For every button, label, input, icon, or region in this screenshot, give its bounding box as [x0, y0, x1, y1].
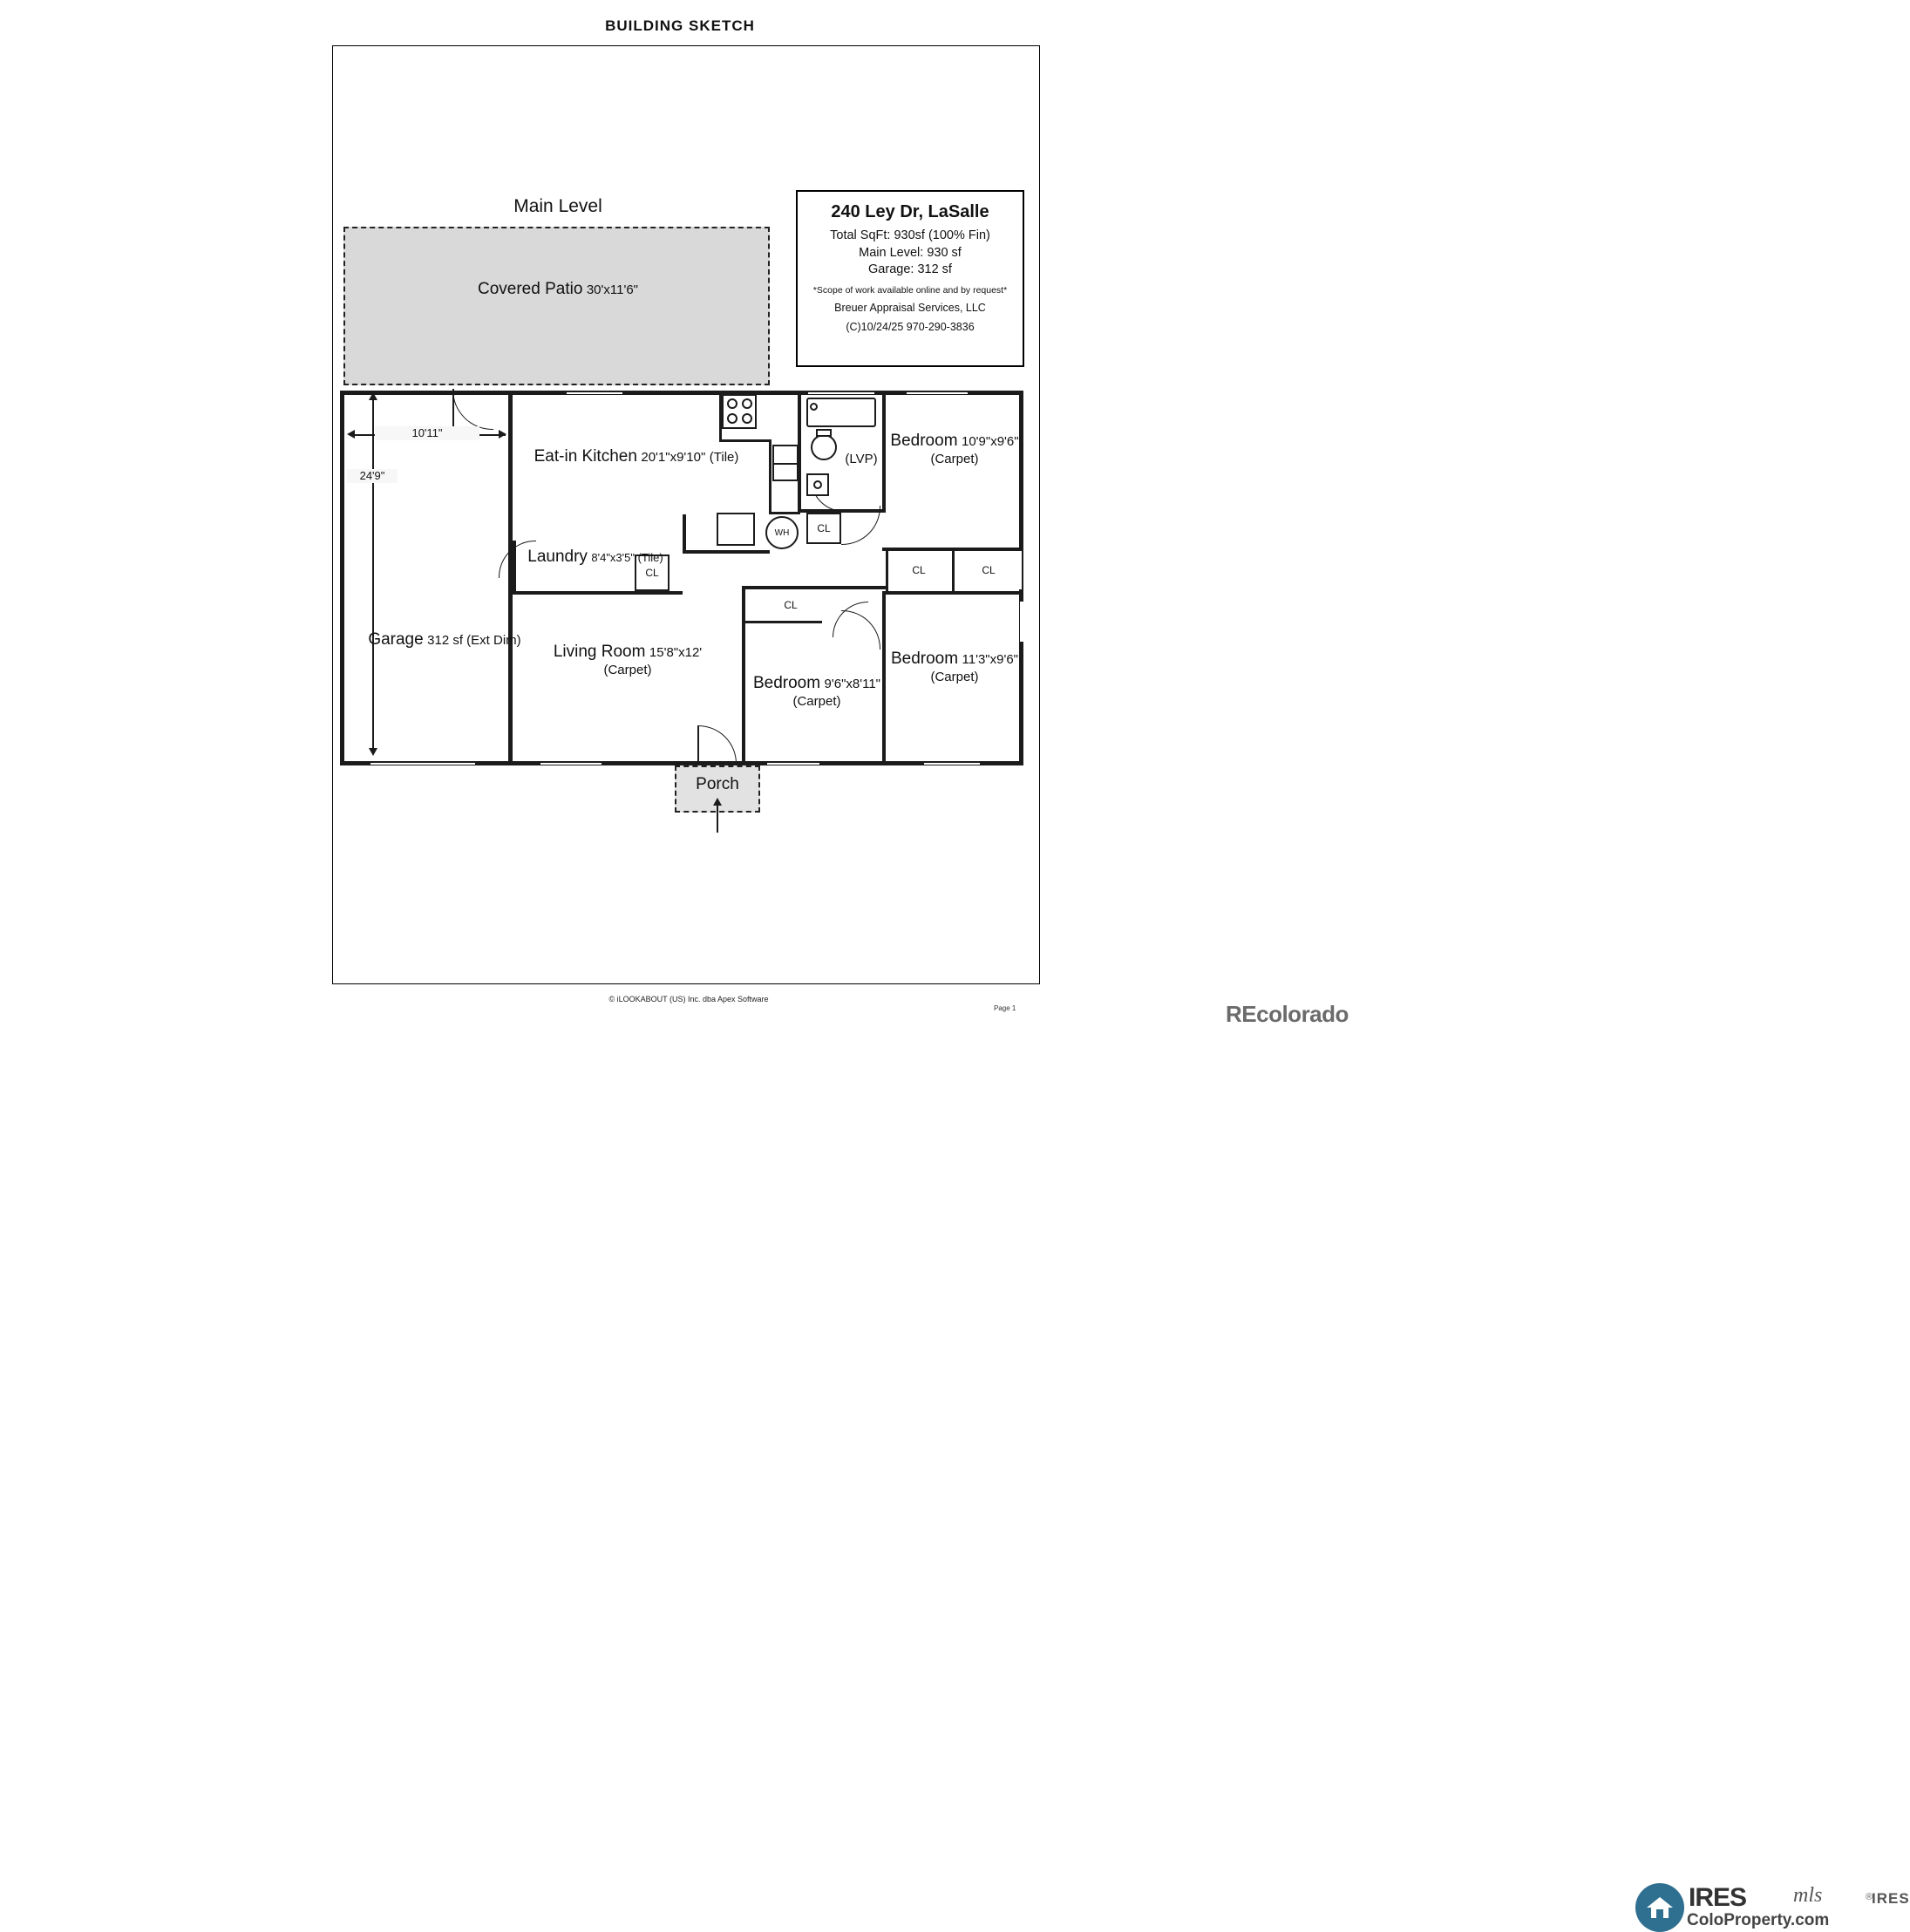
dim-width-arrow-left [347, 430, 355, 439]
bedroom2-name: Bedroom [752, 674, 821, 692]
refrigerator-icon [717, 513, 755, 546]
bedroom1-material: (Carpet) [930, 452, 979, 467]
main-level-label: Main Level [513, 196, 602, 216]
window-bedroom2-bottom-line [767, 761, 819, 763]
scope-note: *Scope of work available online and by request* [812, 284, 1008, 296]
house-icon [1635, 1883, 1684, 1932]
toilet-tank-icon [816, 429, 832, 437]
bedroom3-dims: 11'3"x9'6" [962, 652, 1019, 667]
covered-patio-name: Covered Patio [477, 280, 583, 298]
closet-hall [806, 513, 841, 544]
window-bath-top-line [808, 391, 874, 392]
kitchen-dims: 20'1"x9'10" [641, 450, 706, 465]
burner-icon [727, 413, 737, 424]
wall-bedroom3-left [882, 591, 886, 761]
closet-bedroom3 [955, 551, 1022, 589]
kitchen-name: Eat-in Kitchen [534, 447, 637, 466]
closet-label: CL [982, 564, 996, 576]
wall-kitchen-living [513, 591, 683, 595]
wall-hall-left [683, 514, 686, 554]
covered-patio-label [436, 279, 680, 299]
page-number: Page 1 [994, 1004, 1016, 1012]
recolorado-wordmark: REcolorado [1226, 1001, 1349, 1027]
registered-icon: ® [1866, 1892, 1873, 1902]
kitchen-material: (Tile) [709, 450, 739, 465]
wall-kitchen-counter2 [719, 439, 771, 442]
kitchen-sink-divider [772, 463, 799, 465]
bedroom2-label [751, 673, 882, 711]
property-address: 240 Ley Dr, LaSalle [831, 202, 989, 221]
wall-kitchen-counter4 [769, 512, 800, 514]
wall-kitchen-counter3 [769, 439, 771, 514]
laundry-name: Laundry [527, 548, 588, 566]
dim-height-arrow-top [369, 392, 377, 400]
garage-label [357, 629, 532, 650]
garage-sqft: Garage: 312 sf [868, 262, 952, 277]
bedroom1-dims: 10'9"x9'6" [961, 434, 1019, 449]
laundry-label [521, 547, 670, 567]
door-leaf-patio-garage [452, 389, 454, 429]
garage-name: Garage [368, 630, 424, 649]
burner-icon [742, 413, 752, 424]
dim-height-arrow-bottom [369, 748, 377, 756]
living-room-label [549, 642, 706, 679]
closet-label: CL [645, 567, 659, 579]
kitchen-label [532, 446, 741, 466]
porch-label: Porch [696, 775, 739, 793]
laundry-dims: 8'4"x3'5" (Tile) [591, 551, 663, 564]
window-kitchen-top-line [567, 391, 622, 392]
covered-patio-area [343, 227, 770, 385]
wall-closet-bedroom2 [742, 621, 822, 623]
total-sqft: Total SqFt: 930sf (100% Fin) [830, 228, 990, 242]
burner-icon [727, 398, 737, 409]
window-right-wall [1020, 602, 1027, 642]
footer-credit: © iLOOKABOUT (US) Inc. dba Apex Software [608, 995, 769, 1003]
mls-wordmark: mls [1793, 1884, 1823, 1907]
window-bedroom3-bottom-line [924, 761, 980, 763]
bathtub-fixture [806, 398, 876, 427]
ires-right-wordmark: IRES [1872, 1890, 1910, 1907]
window-bedroom1-top-line [907, 391, 968, 392]
wall-closet-bottom [882, 591, 1023, 595]
wall-hall-bottom [683, 550, 770, 554]
living-room-name: Living Room [553, 643, 646, 661]
wall-closet-split [886, 551, 888, 591]
door-leaf-front [697, 725, 699, 764]
bedroom3-name: Bedroom [890, 650, 959, 668]
bedroom3-material: (Carpet) [930, 670, 979, 685]
wall-bedroom2-left [742, 586, 745, 761]
dim-width-arrow-right [499, 430, 506, 439]
window-living-bottom-line [540, 761, 602, 763]
bathtub-drain-icon [810, 403, 818, 411]
range-icon [722, 394, 757, 429]
wh-label: WH [774, 527, 790, 538]
company-contact: (C)10/24/25 970-290-3836 [846, 320, 975, 333]
lvp-label: (LVP) [845, 452, 878, 466]
sink-basin-icon [813, 480, 822, 489]
dim-height-line [372, 397, 374, 754]
water-heater-icon [765, 516, 799, 549]
bedroom2-material: (Carpet) [792, 694, 841, 710]
main-level-sqft: Main Level: 930 sf [859, 245, 962, 260]
porch-entry-arrow-line [717, 802, 718, 833]
burner-icon [742, 398, 752, 409]
closet-bedroom2 [760, 589, 821, 621]
living-room-dims: 15'8"x12' [649, 645, 703, 660]
garage-dims: 312 sf (Ext Dim) [427, 633, 521, 648]
dim-width-label: 10'11" [375, 426, 479, 440]
bedroom1-label [889, 431, 1020, 468]
coloproperty-wordmark: ColoProperty.com [1687, 1911, 1830, 1929]
property-info-box [796, 190, 1024, 367]
window-garage-bottom-line [370, 761, 475, 763]
closet-label: CL [912, 564, 926, 576]
company-name: Breuer Appraisal Services, LLC [834, 301, 986, 314]
closet-label: CL [817, 522, 831, 534]
dim-height-label: 24'9" [347, 469, 398, 483]
porch-entry-arrow-head [713, 798, 722, 806]
living-room-material: (Carpet) [603, 663, 652, 678]
bedroom2-dims: 9'6"x8'11" [824, 677, 881, 691]
ires-wordmark: IRES [1689, 1883, 1747, 1912]
wall-closet-split2 [952, 551, 955, 591]
bedroom3-label [889, 649, 1020, 686]
closet-label: CL [784, 599, 798, 611]
covered-patio-dims: 30'x11'6" [586, 282, 638, 297]
page-title: BUILDING SKETCH [605, 17, 755, 34]
closet-bedroom1 [886, 551, 952, 589]
bedroom1-name: Bedroom [890, 432, 958, 450]
